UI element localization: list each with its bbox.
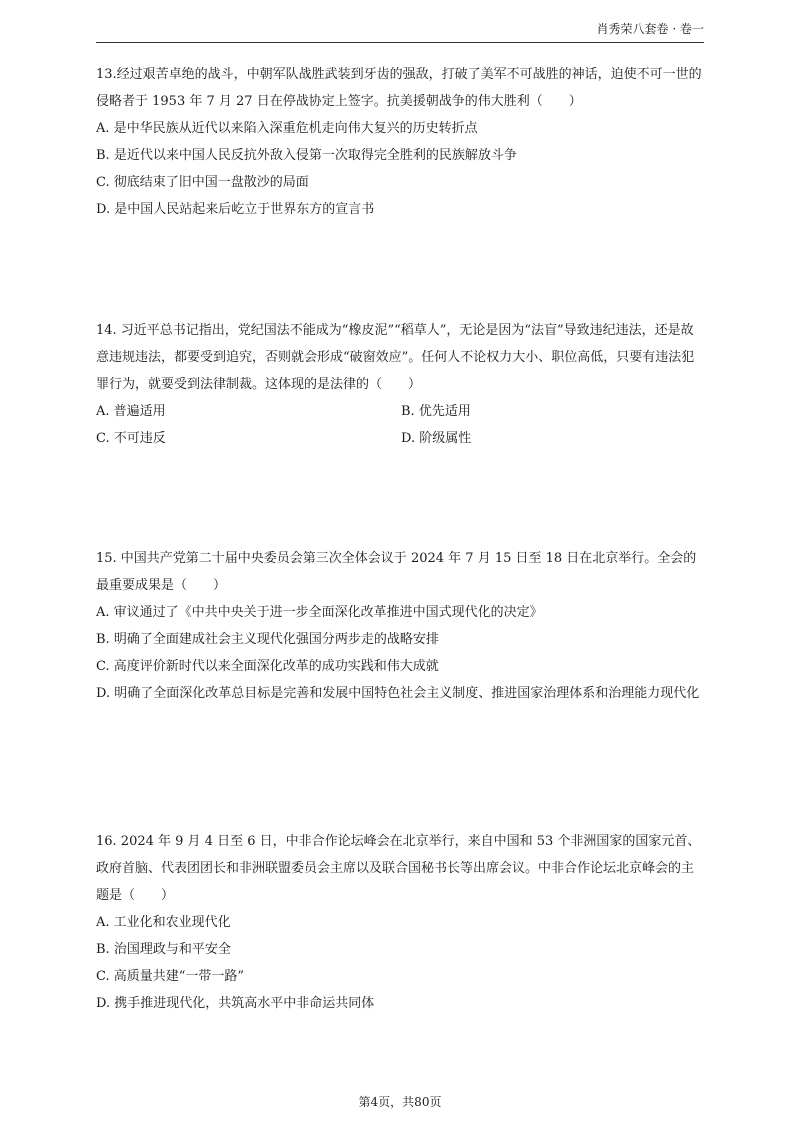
question-15: [96, 545, 706, 707]
header-title: 肖秀荣八套卷 · 卷一: [596, 22, 704, 36]
question-stem: 14. 习近平总书记指出，党纪国法不能成为“橡皮泥”“稻草人”，无论是因为“法盲”导致违纪违法，还是故意违规违法，都要受到追究，否则就会形成“破窗效应”。任何人不论权力大小、职位高低，只要有违法犯罪行为，就要受到法律制裁。这体现的是法律的（ ）: [96, 323, 695, 392]
option-d: D. 携手推进现代化，共筑高水平中非命运共同体: [96, 996, 375, 1011]
question-13: [96, 61, 706, 223]
option-a: A. 是中华民族从近代以来陷入深重危机走向伟大复兴的历史转折点: [96, 121, 478, 136]
option-c: C. 高质量共建“一带一路”: [96, 969, 245, 984]
option-grid: [96, 398, 706, 452]
option-b: B. 明确了全面建成社会主义现代化强国分两步走的战略安排: [96, 632, 439, 647]
option-a: A. 工业化和农业现代化: [96, 915, 231, 930]
option-b: B. 优先适用: [401, 404, 471, 419]
header-divider: [96, 42, 704, 43]
option-c: C. 不可违反: [96, 431, 166, 446]
page-number: 第4页，共80页: [358, 1095, 442, 1109]
option-b: B. 治国理政与和平安全: [96, 942, 231, 957]
question-14: [96, 317, 706, 452]
option-a: A. 普遍适用: [96, 404, 166, 419]
option-d: D. 明确了全面深化改革总目标是完善和发展中国特色社会主义制度、推进国家治理体系和治理能力现代化: [96, 686, 700, 701]
question-16: [96, 828, 706, 1017]
option-d: D. 是中国人民站起来后屹立于世界东方的宣言书: [96, 202, 375, 217]
option-c: C. 高度评价新时代以来全面深化改革的成功实践和伟大成就: [96, 659, 439, 674]
option-c: C. 彻底结束了旧中国一盘散沙的局面: [96, 175, 309, 190]
option-a: A. 审议通过了《中共中央关于进一步全面深化改革推进中国式现代化的决定》: [96, 605, 543, 620]
option-b: B. 是近代以来中国人民反抗外敌入侵第一次取得完全胜利的民族解放斗争: [96, 148, 517, 163]
question-stem: 13.经过艰苦卓绝的战斗，中朝军队战胜武装到牙齿的强敌，打破了美军不可战胜的神话，迫使不可一世的侵略者于 1953 年 7 月 27 日在停战协定上签字。抗美援朝战争的伟大胜利（ ）: [96, 67, 702, 109]
question-stem: 15. 中国共产党第二十届中央委员会第三次全体会议于 2024 年 7 月 15 日至 18 日在北京举行。全会的最重要成果是（ ）: [96, 551, 697, 593]
option-d: D. 阶级属性: [401, 431, 472, 446]
question-stem: 16. 2024 年 9 月 4 日至 6 日，中非合作论坛峰会在北京举行，来自中国和 53 个非洲国家的国家元首、政府首脑、代表团团长和非洲联盟委员会主席以及联合国秘书长等出席会议。中非合作论坛北京峰会的主题是（ ）: [96, 834, 701, 903]
